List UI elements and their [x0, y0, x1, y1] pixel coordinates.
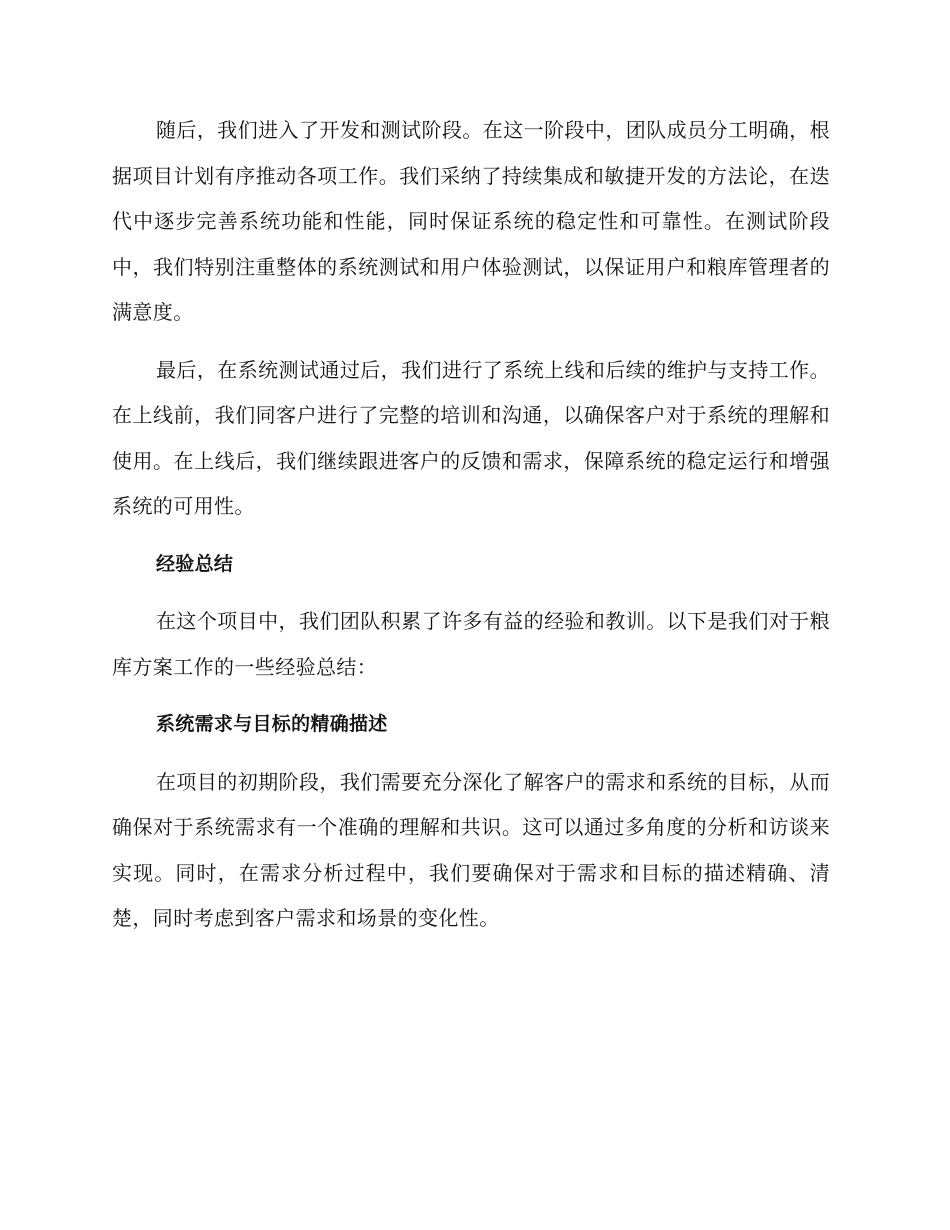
heading-experience-summary: 经验总结: [156, 552, 234, 575]
heading-requirements: 系统需求与目标的精确描述: [156, 713, 388, 735]
paragraph-launch-maintenance: 最后，在系统测试通过后，我们进行了系统上线和后续的维护与支持工作。在上线前，我们同客户进行了完整的培训和沟通，以确保客户对于系统的理解和使用。在上线后，我们继续跟进客户的反馈和需求，保障系统的稳定运行和增强系统的可用性。: [112, 357, 830, 518]
paragraph-requirements: 在项目的初期阶段，我们需要充分深化了解客户的需求和系统的目标，从而确保对于系统需求有一个准确的理解和共识。这可以通过多角度的分析和访谈来实现。同时，在需求分析过程中，我们要确保对于需求和目标的描述精确、清楚，同时考虑到客户需求和场景的变化性。: [112, 769, 830, 930]
paragraph-development-testing: 随后，我们进入了开发和测试阶段。在这一阶段中，团队成员分工明确，根据项目计划有序推动各项工作。我们采纳了持续集成和敏捷开发的方法论，在迭代中逐步完善系统功能和性能，同时保证系统的稳定性和可靠性。在测试阶段中，我们特别注重整体的系统测试和用户体验测试，以保证用户和粮库管理者的满意度。: [112, 118, 830, 324]
paragraph-summary-intro: 在这个项目中，我们团队积累了许多有益的经验和教训。以下是我们对于粮库方案工作的一些经验总结：: [112, 609, 830, 679]
document-body: [112, 108, 830, 954]
